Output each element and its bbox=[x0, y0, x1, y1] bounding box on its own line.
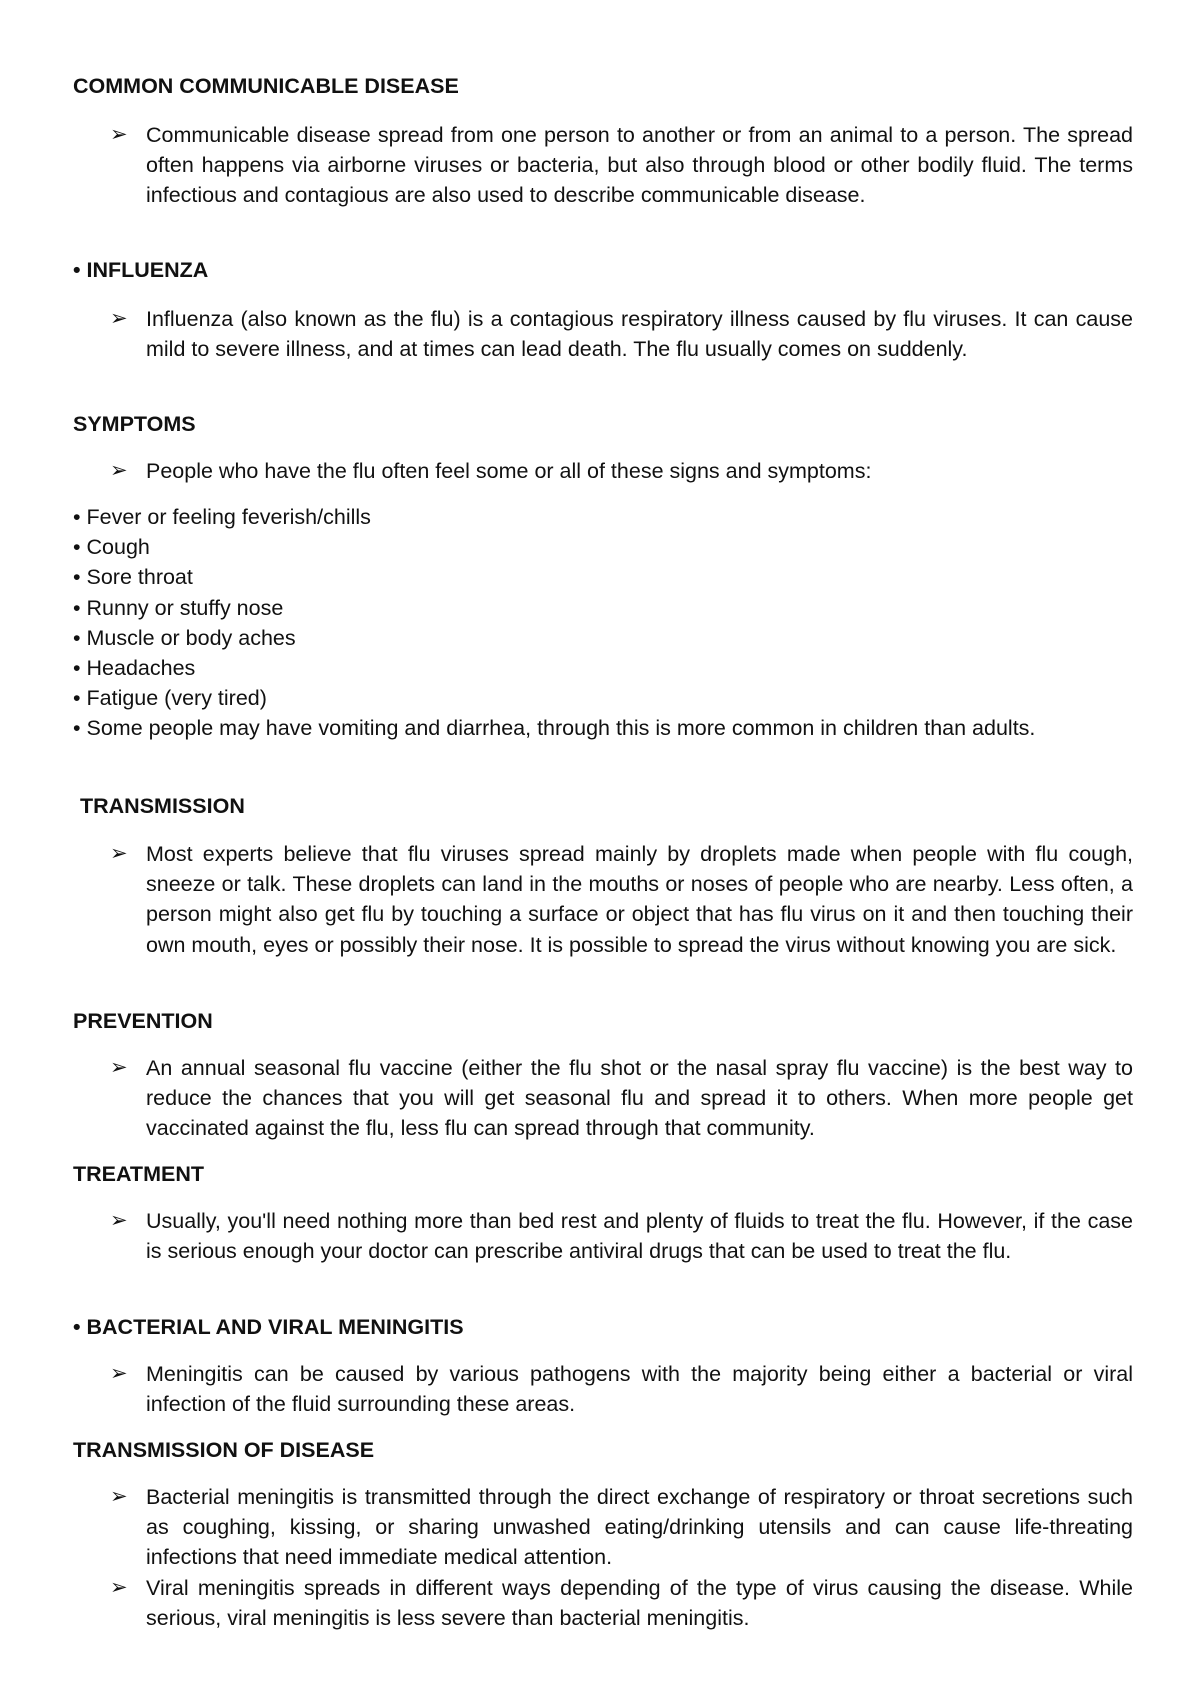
transmission-paragraph bbox=[110, 839, 1133, 960]
list-item: • Runny or stuffy nose bbox=[73, 595, 284, 620]
treatment-heading: TREATMENT bbox=[73, 1162, 204, 1186]
arrow-bullet-icon: ➢ bbox=[110, 1362, 128, 1385]
intro-text: Communicable disease spread from one person to another or from an animal to a person. The spread often happens via airborne viruses or bacteria, but also through blood or other bodily fluid. The terms infectious and contagious are also used to describe communicable disease. bbox=[146, 123, 1133, 208]
treatment-paragraph bbox=[110, 1206, 1133, 1266]
arrow-bullet-icon: ➢ bbox=[110, 459, 128, 482]
symptoms-heading: SYMPTOMS bbox=[73, 412, 196, 436]
arrow-bullet-icon: ➢ bbox=[110, 123, 128, 146]
transmission-of-disease-heading: TRANSMISSION OF DISEASE bbox=[73, 1438, 375, 1462]
symptoms-paragraph bbox=[110, 456, 1133, 486]
meningitis-heading: • BACTERIAL AND VIRAL MENINGITIS bbox=[73, 1315, 464, 1339]
symptoms-intro-text: People who have the flu often feel some or all of these signs and symptoms: bbox=[146, 459, 872, 483]
list-item: • Fatigue (very tired) bbox=[73, 686, 267, 711]
viral-transmission-paragraph bbox=[110, 1573, 1133, 1633]
meningitis-paragraph bbox=[110, 1359, 1133, 1419]
transmission-heading: TRANSMISSION bbox=[80, 794, 245, 818]
arrow-bullet-icon: ➢ bbox=[110, 307, 128, 330]
treatment-text: Usually, you'll need nothing more than bed rest and plenty of fluids to treat the flu. However, if the case is serious enough your doctor can prescribe antiviral drugs that can be used to treat the flu. bbox=[146, 1209, 1133, 1264]
list-item: • Sore throat bbox=[73, 565, 193, 590]
document-title: COMMON COMMUNICABLE DISEASE bbox=[73, 74, 459, 98]
meningitis-text: Meningitis can be caused by various pathogens with the majority being either a bacterial or viral infection of the fluid surrounding these areas. bbox=[146, 1362, 1133, 1417]
influenza-heading: • INFLUENZA bbox=[73, 258, 209, 282]
prevention-paragraph bbox=[110, 1053, 1133, 1144]
prevention-text: An annual seasonal flu vaccine (either the flu shot or the nasal spray flu vaccine) is the best way to reduce the chances that you will get seasonal flu and spread it to others. When more people get vaccinated against the flu, less flu can spread through that community. bbox=[146, 1056, 1133, 1141]
symptoms-list bbox=[73, 502, 1133, 744]
list-item: • Muscle or body aches bbox=[73, 625, 296, 650]
influenza-paragraph bbox=[110, 304, 1133, 364]
list-item: • Cough bbox=[73, 535, 150, 560]
bacterial-transmission-paragraph bbox=[110, 1482, 1133, 1573]
arrow-bullet-icon: ➢ bbox=[110, 1209, 128, 1232]
prevention-heading: PREVENTION bbox=[73, 1009, 213, 1033]
arrow-bullet-icon: ➢ bbox=[110, 1056, 128, 1079]
influenza-text: Influenza (also known as the flu) is a contagious respiratory illness caused by flu viruses. It can cause mild to severe illness, and at times can lead death. The flu usually comes on suddenly. bbox=[146, 307, 1133, 362]
list-item: • Some people may have vomiting and diarrhea, through this is more common in children than adults. bbox=[73, 716, 1036, 741]
bacterial-transmission-text: Bacterial meningitis is transmitted through the direct exchange of respiratory or throat secretions such as coughing, kissing, or sharing unwashed eating/drinking utensils and can cause life-threating infections that need immediate medical attention. bbox=[146, 1485, 1133, 1570]
transmission-text: Most experts believe that flu viruses spread mainly by droplets made when people with flu cough, sneeze or talk. These droplets can land in the mouths or noses of people who are nearby. Less often, a person might also get flu by touching a surface or object that has flu virus on it and then touching their own mouth, eyes or possibly their nose. It is possible to spread the virus without knowing you are sick. bbox=[146, 842, 1133, 957]
arrow-bullet-icon: ➢ bbox=[110, 1485, 128, 1508]
list-item: • Fever or feeling feverish/chills bbox=[73, 505, 371, 529]
arrow-bullet-icon: ➢ bbox=[110, 1576, 128, 1599]
intro-paragraph bbox=[110, 120, 1133, 211]
list-item: • Headaches bbox=[73, 656, 196, 681]
viral-transmission-text: Viral meningitis spreads in different ways depending of the type of virus causing the disease. While serious, viral meningitis is less severe than bacterial meningitis. bbox=[146, 1576, 1133, 1631]
arrow-bullet-icon: ➢ bbox=[110, 842, 128, 865]
